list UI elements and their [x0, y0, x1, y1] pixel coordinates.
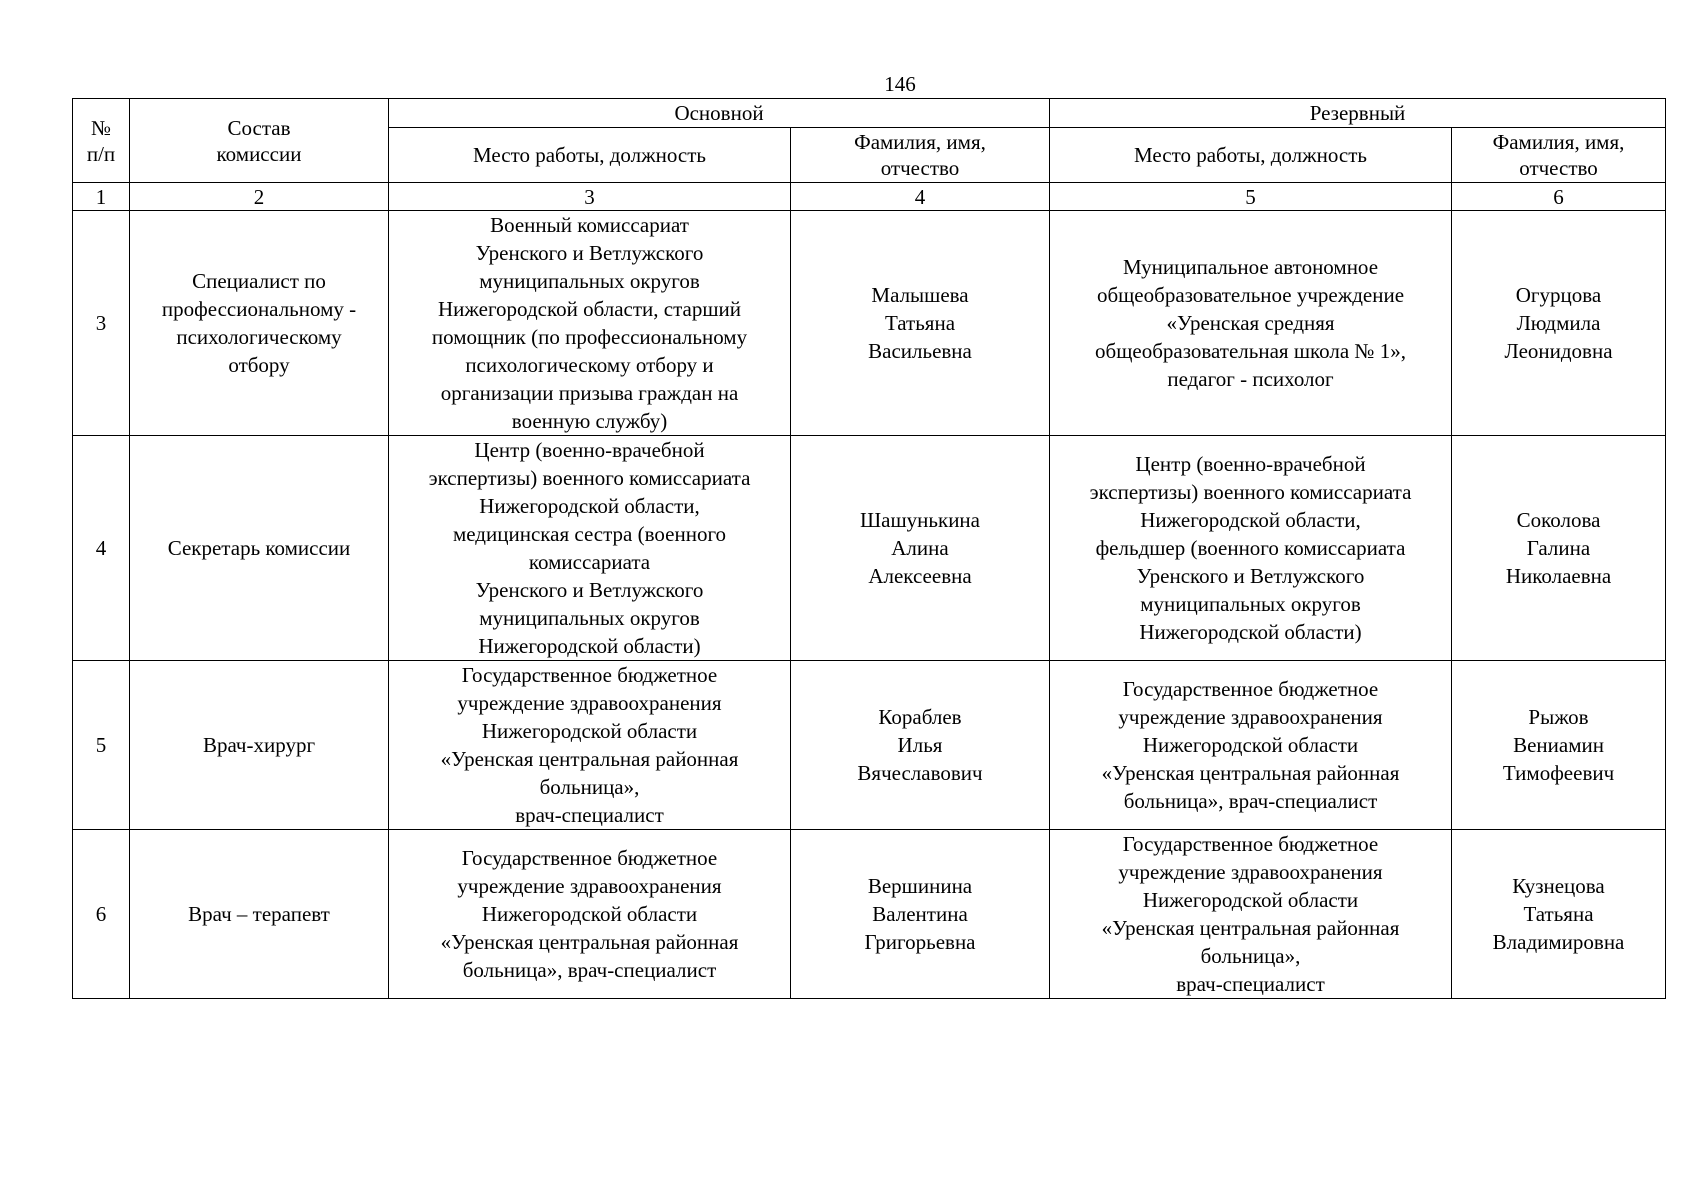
header-main-workplace: Место работы, должность — [389, 128, 791, 183]
row-role: Врач-хирург — [130, 661, 389, 830]
table-row — [73, 661, 1666, 830]
row-reserve-workplace: Государственное бюджетное учреждение здравоохранения Нижегородской области «Уренская центральная районная больница», врач-специалист — [1050, 661, 1452, 830]
header-composition: Состав комиссии — [130, 99, 389, 183]
header-number: № п/п — [73, 99, 130, 183]
column-number: 5 — [1050, 183, 1452, 211]
header-reserve-workplace: Место работы, должность — [1050, 128, 1452, 183]
header-main-group: Основной — [389, 99, 1050, 128]
header-row-main — [73, 99, 1666, 128]
row-number: 6 — [73, 830, 130, 999]
row-main-fio: Шашунькина Алина Алексеевна — [791, 436, 1050, 661]
row-main-workplace: Государственное бюджетное учреждение здравоохранения Нижегородской области «Уренская центральная районная больница», врач-специалист — [389, 661, 791, 830]
row-reserve-fio: Огурцова Людмила Леонидовна — [1452, 211, 1666, 436]
column-number: 3 — [389, 183, 791, 211]
row-reserve-workplace: Государственное бюджетное учреждение здравоохранения Нижегородской области «Уренская центральная районная больница», врач-специалист — [1050, 830, 1452, 999]
row-reserve-fio: Кузнецова Татьяна Владимировна — [1452, 830, 1666, 999]
row-role: Специалист по профессиональному - психологическому отбору — [130, 211, 389, 436]
row-reserve-workplace: Центр (военно-врачебной экспертизы) военного комиссариата Нижегородской области, фельдшер (военного комиссариата Уренского и Ветлужского муниципальных округов Нижегородской области) — [1050, 436, 1452, 661]
row-main-workplace: Центр (военно-врачебной экспертизы) военного комиссариата Нижегородской области, медицинская сестра (военного комиссариата Уренского и Ветлужского муниципальных округов Нижегородской области) — [389, 436, 791, 661]
table-row — [73, 436, 1666, 661]
column-number: 2 — [130, 183, 389, 211]
header-row-column-numbers — [73, 183, 1666, 211]
row-main-fio: Вершинина Валентина Григорьевна — [791, 830, 1050, 999]
table-row — [73, 830, 1666, 999]
row-main-fio: Кораблев Илья Вячеславович — [791, 661, 1050, 830]
header-reserve-group: Резервный — [1050, 99, 1666, 128]
row-number: 4 — [73, 436, 130, 661]
row-main-workplace: Государственное бюджетное учреждение здравоохранения Нижегородской области «Уренская центральная районная больница», врач-специалист — [389, 830, 791, 999]
row-role: Врач – терапевт — [130, 830, 389, 999]
row-reserve-workplace: Муниципальное автономное общеобразовательное учреждение «Уренская средняя общеобразовательная школа № 1», педагог - психолог — [1050, 211, 1452, 436]
row-main-fio: Малышева Татьяна Васильевна — [791, 211, 1050, 436]
table-row — [73, 211, 1666, 436]
row-reserve-fio: Рыжов Вениамин Тимофеевич — [1452, 661, 1666, 830]
row-role: Секретарь комиссии — [130, 436, 389, 661]
column-number: 4 — [791, 183, 1050, 211]
row-number: 3 — [73, 211, 130, 436]
row-reserve-fio: Соколова Галина Николаевна — [1452, 436, 1666, 661]
header-main-fio: Фамилия, имя, отчество — [791, 128, 1050, 183]
column-number: 6 — [1452, 183, 1666, 211]
row-number: 5 — [73, 661, 130, 830]
header-reserve-fio: Фамилия, имя, отчество — [1452, 128, 1666, 183]
page-number: 146 — [884, 72, 916, 96]
row-main-workplace: Военный комиссариат Уренского и Ветлужского муниципальных округов Нижегородской области, старший помощник (по профессиональному психологическому отбору и организации призыва граждан на военную службу) — [389, 211, 791, 436]
commission-table — [72, 98, 1666, 999]
column-number: 1 — [73, 183, 130, 211]
